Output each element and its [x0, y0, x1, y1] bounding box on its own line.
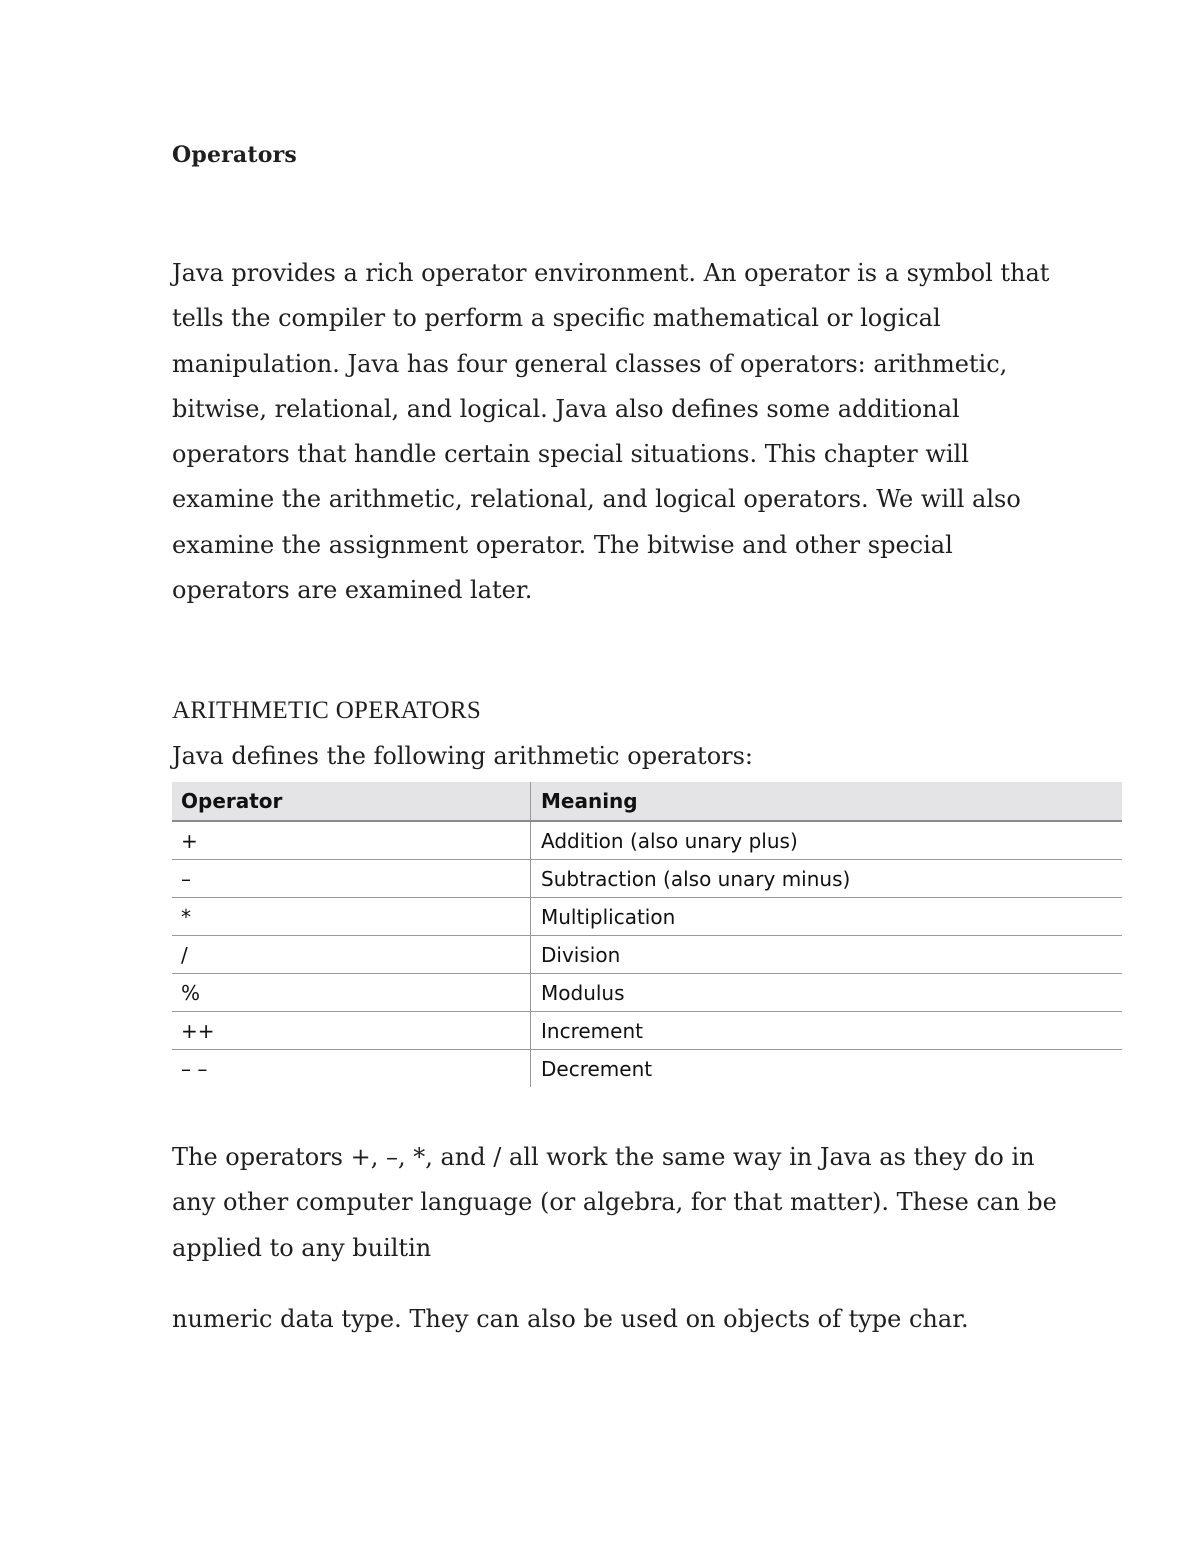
- operator-cell: –: [172, 860, 531, 898]
- operator-cell: – –: [172, 1050, 531, 1088]
- operator-cell: ++: [172, 1012, 531, 1050]
- table-header-row: [172, 782, 1122, 821]
- paragraph-line: Java provides a rich operator environment. An operator is a symbol that: [172, 259, 1050, 287]
- final-paragraph: numeric data type. They can also be used on objects of type char.: [172, 1305, 969, 1333]
- header-meaning: Meaning: [531, 782, 1123, 821]
- table-row: [172, 1012, 1122, 1050]
- table-row: [172, 974, 1122, 1012]
- operator-cell: +: [172, 821, 531, 860]
- meaning-cell: Addition (also unary plus): [531, 821, 1123, 860]
- table-row: [172, 1050, 1122, 1088]
- operator-cell: %: [172, 974, 531, 1012]
- operator-cell: /: [172, 936, 531, 974]
- paragraph-line: examine the arithmetic, relational, and logical operators. We will also: [172, 485, 1021, 514]
- paragraph-line: tells the compiler to perform a specific mathematical or logical: [172, 304, 941, 333]
- operators-table: [172, 782, 1122, 1087]
- paragraph-line: operators that handle certain special situations. This chapter will: [172, 440, 969, 469]
- table-row: [172, 860, 1122, 898]
- section-heading: ARITHMETIC OPERATORS: [172, 697, 482, 724]
- header-operator: Operator: [172, 782, 531, 821]
- paragraph-line: bitwise, relational, and logical. Java also defines some additional: [172, 394, 960, 423]
- paragraph-line: manipulation. Java has four general classes of operators: arithmetic,: [172, 349, 1008, 378]
- meaning-cell: Increment: [531, 1012, 1123, 1050]
- paragraph-line: any other computer language (or algebra, for that matter). These can be: [172, 1188, 1057, 1217]
- paragraph-line: The operators +, –, *, and / all work the same way in Java as they do in: [172, 1143, 1035, 1171]
- paragraph-line: examine the assignment operator. The bitwise and other special: [172, 530, 953, 559]
- meaning-cell: Division: [531, 936, 1123, 974]
- intro-paragraph: [172, 251, 1049, 613]
- closing-paragraph: [172, 1135, 1057, 1271]
- paragraph-line: operators are examined later.: [172, 576, 533, 605]
- table-intro-text: Java defines the following arithmetic operators:: [172, 742, 754, 770]
- table-row: [172, 821, 1122, 860]
- table-row: [172, 898, 1122, 936]
- meaning-cell: Multiplication: [531, 898, 1123, 936]
- operator-cell: *: [172, 898, 531, 936]
- page-title: Operators: [172, 142, 298, 168]
- table-row: [172, 936, 1122, 974]
- meaning-cell: Modulus: [531, 974, 1123, 1012]
- meaning-cell: Decrement: [541, 1056, 653, 1081]
- paragraph-line: applied to any builtin: [172, 1233, 432, 1262]
- meaning-cell: Subtraction (also unary minus): [531, 860, 1123, 898]
